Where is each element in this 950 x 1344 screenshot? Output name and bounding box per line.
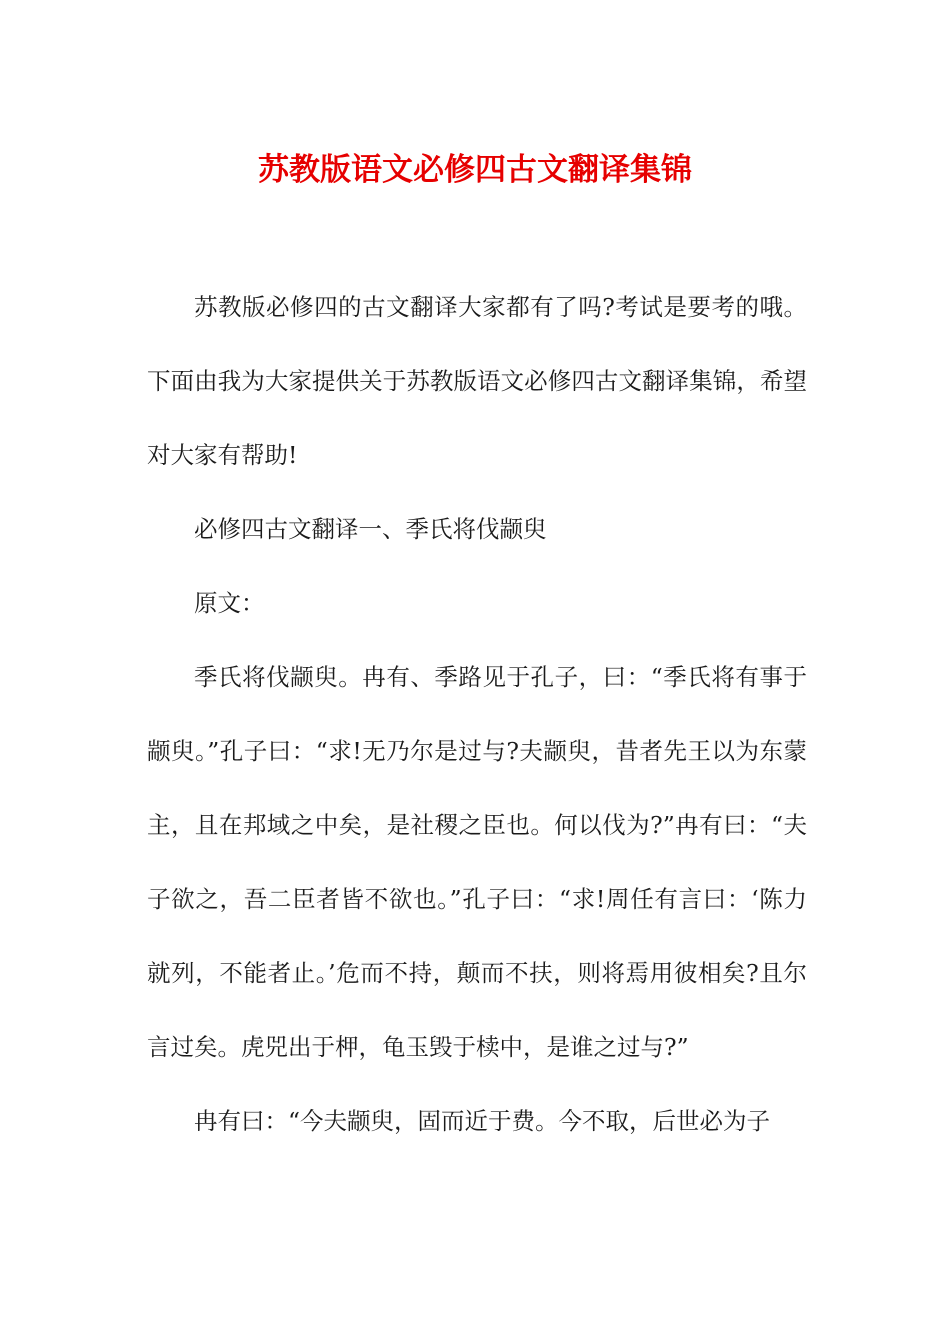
original-text-paragraph-continued: 冉有曰：“今夫颛臾，固而近于费。今不取，后世必为子 — [194, 1107, 771, 1135]
section-heading: 必修四古文翻译一、季氏将伐颛臾 — [194, 515, 547, 543]
intro-paragraph: 苏教版必修四的古文翻译大家都有了吗?考试是要考的哦。下面由我为大家提供关于苏教版语文必修四古文翻译集锦，希望对大家有帮助! — [147, 293, 807, 469]
original-text-paragraph: 季氏将伐颛臾。冉有、季路见于孔子，曰：“季氏将有事于颛臾。”孔子曰：“求!无乃尔是过与?夫颛臾，昔者先王以为东蒙主，且在邦域之中矣，是社稷之臣也。何以伐为?”冉有曰：“夫子欲之，吾二臣者皆不欲也。”孔子曰：“求!周任有言曰：‘陈力就列，不能者止。’危而不持，颠而不扶，则将焉用彼相矣?且尔言过矣。虎兕出于柙，龟玉毁于椟中，是谁之过与?” — [147, 663, 807, 1061]
document-body — [147, 270, 807, 1158]
document-title: 苏教版语文必修四古文翻译集锦 — [258, 152, 692, 188]
original-text-label: 原文： — [194, 589, 265, 617]
